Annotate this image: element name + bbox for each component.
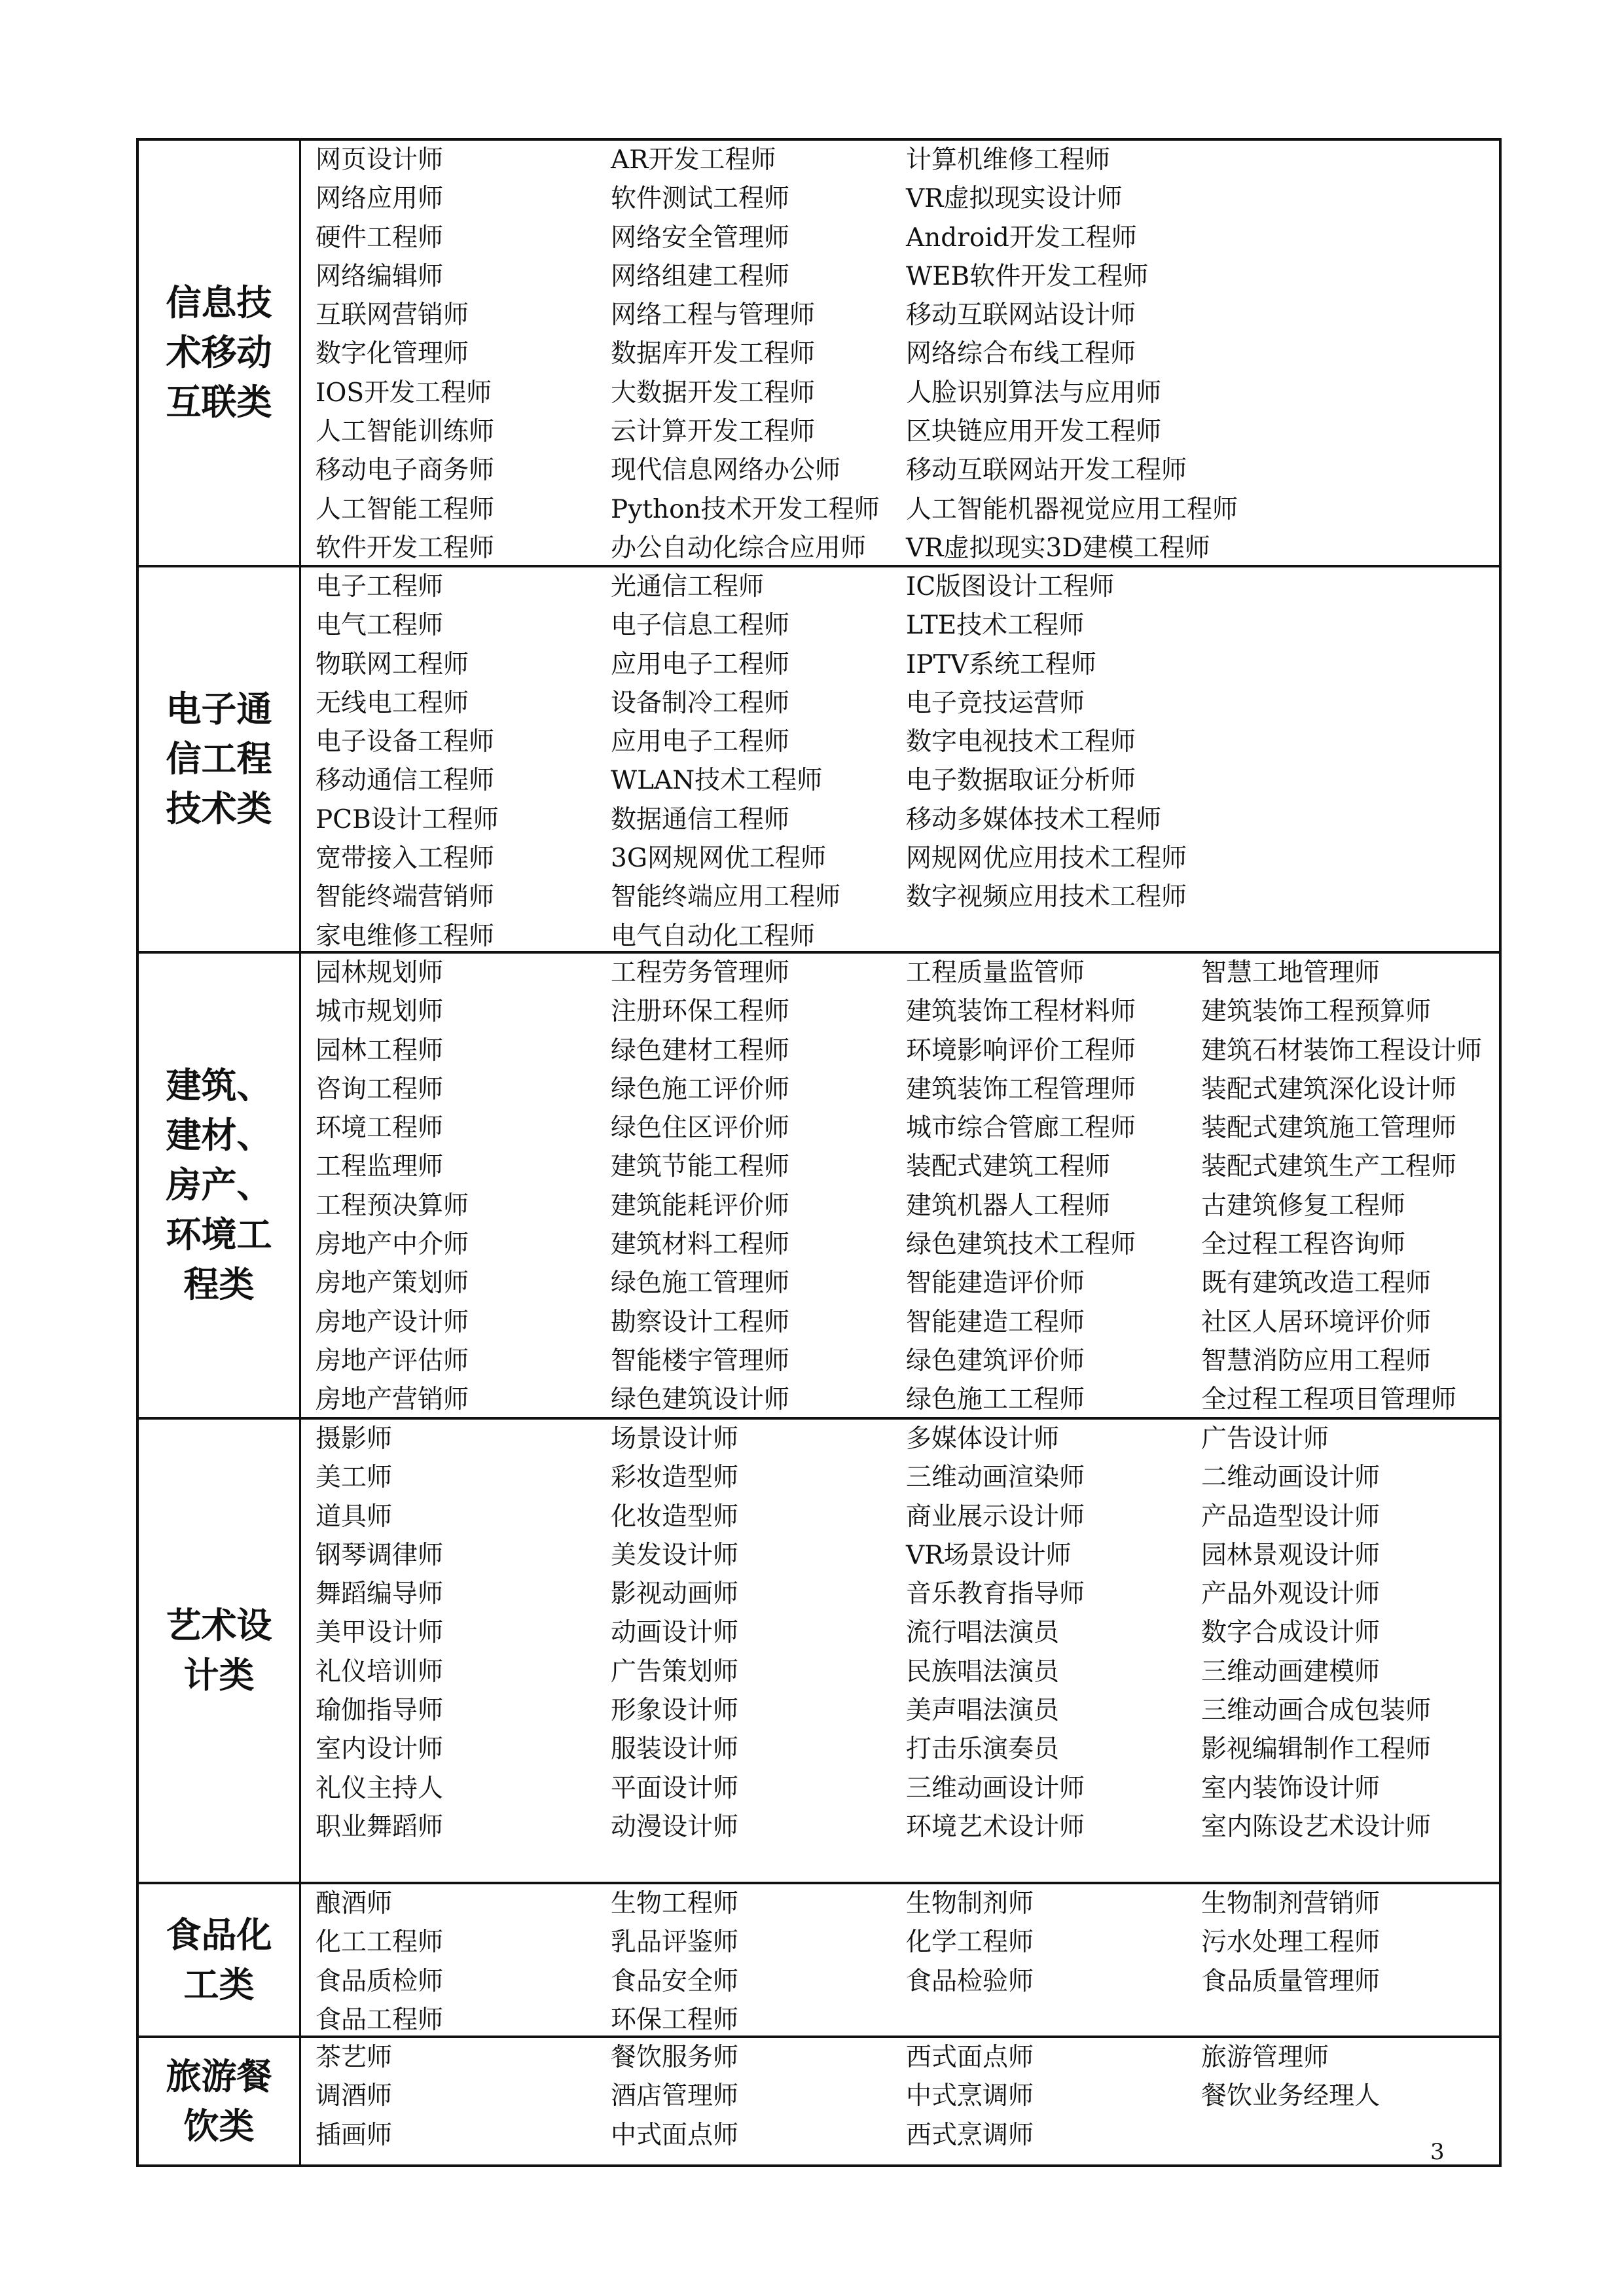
profession-item: 生物制剂营销师 [1201, 1889, 1380, 1918]
profession-item: 环保工程师 [611, 2005, 739, 2035]
profession-item: 电子数据取证分析师 [906, 766, 1136, 796]
profession-item: 软件测试工程师 [611, 184, 790, 214]
profession-item: 移动电子商务师 [316, 456, 495, 486]
profession-item: 智能终端应用工程师 [611, 882, 841, 912]
profession-column [1201, 567, 1496, 951]
profession-columns [301, 567, 1499, 951]
profession-item: 中式面点师 [611, 2120, 739, 2150]
profession-item: 影视动画师 [611, 1579, 739, 1609]
profession-column [316, 1420, 611, 1882]
profession-item: 网络工程与管理师 [611, 300, 816, 331]
profession-item: 工程监理师 [316, 1152, 444, 1182]
profession-item: 智能终端营销师 [316, 882, 495, 912]
profession-item: 既有建筑改造工程师 [1201, 1268, 1432, 1299]
profession-item: 商业展示设计师 [906, 1501, 1085, 1532]
profession-table [136, 138, 1502, 2167]
profession-item: 动画设计师 [611, 1618, 739, 1648]
profession-column [1201, 141, 1496, 565]
profession-item: 道具师 [316, 1501, 393, 1532]
profession-item: 建筑节能工程师 [611, 1152, 790, 1182]
profession-item: 电子信息工程师 [611, 611, 790, 641]
profession-item: Python技术开发工程师 [611, 494, 880, 524]
profession-column [611, 1884, 906, 2036]
profession-item: 宽带接入工程师 [316, 844, 495, 874]
profession-column [316, 567, 611, 951]
profession-columns [301, 1884, 1499, 2036]
profession-item: 食品质量管理师 [1201, 1966, 1380, 1996]
profession-column [316, 2038, 611, 2164]
profession-item: 环境艺术设计师 [906, 1812, 1085, 1842]
profession-item: 应用电子工程师 [611, 649, 790, 679]
profession-column [906, 567, 1201, 951]
profession-item: 建筑装饰工程管理师 [906, 1074, 1136, 1104]
profession-item: 食品安全师 [611, 1966, 739, 1996]
category-cell [139, 141, 301, 565]
profession-item: 人工智能训练师 [316, 417, 495, 447]
profession-item: 影视编辑制作工程师 [1201, 1734, 1432, 1765]
profession-item: 建筑石材装饰工程设计师 [1201, 1035, 1483, 1066]
profession-item: VR虚拟现实3D建模工程师 [906, 533, 1210, 563]
profession-item: 古建筑修复工程师 [1201, 1191, 1406, 1221]
profession-item: 绿色施工管理师 [611, 1268, 790, 1299]
profession-item: 绿色建筑技术工程师 [906, 1230, 1136, 1260]
page-number: 3 [1430, 2139, 1445, 2165]
profession-item: 摄影师 [316, 1424, 393, 1454]
profession-item: 动漫设计师 [611, 1812, 739, 1842]
profession-item: 应用电子工程师 [611, 727, 790, 757]
profession-item: 化工工程师 [316, 1928, 444, 1958]
profession-item: 绿色建筑评价师 [906, 1346, 1085, 1376]
profession-item: 餐饮业务经理人 [1201, 2081, 1380, 2111]
profession-item: LTE技术工程师 [906, 611, 1085, 641]
profession-column [906, 1420, 1201, 1882]
profession-item: 电气工程师 [316, 611, 444, 641]
profession-item: 建筑装饰工程材料师 [906, 997, 1136, 1027]
category-label: 食品化工类 [166, 1914, 272, 2005]
profession-item: 污水处理工程师 [1201, 1928, 1380, 1958]
profession-item: 房地产策划师 [316, 1268, 469, 1299]
profession-item: 房地产评估师 [316, 1346, 469, 1376]
profession-item: 餐饮服务师 [611, 2043, 739, 2072]
profession-item: 智能建造工程师 [906, 1307, 1085, 1337]
profession-item: 电子工程师 [316, 572, 444, 601]
profession-item: WLAN技术工程师 [611, 766, 823, 796]
profession-item: 绿色建材工程师 [611, 1035, 790, 1066]
category-section [139, 1884, 1499, 2038]
profession-item: 茶艺师 [316, 2043, 393, 2072]
profession-column [316, 1884, 611, 2036]
profession-item: 绿色施工评价师 [611, 1074, 790, 1104]
profession-item: 钢琴调律师 [316, 1540, 444, 1570]
profession-item: 建筑能耗评价师 [611, 1191, 790, 1221]
profession-item: 园林工程师 [316, 1035, 444, 1066]
profession-item: 建筑材料工程师 [611, 1230, 790, 1260]
profession-item: IOS开发工程师 [316, 378, 492, 408]
profession-item: 多媒体设计师 [906, 1424, 1060, 1454]
profession-item: WEB软件开发工程师 [906, 261, 1149, 291]
category-cell [139, 1420, 301, 1882]
profession-item: 网规网优应用技术工程师 [906, 844, 1187, 874]
profession-item: 三维动画渲染师 [906, 1463, 1085, 1493]
profession-item: 美发设计师 [611, 1540, 739, 1570]
profession-item: 全过程工程咨询师 [1201, 1230, 1406, 1260]
profession-item: 礼仪主持人 [316, 1773, 444, 1803]
category-section [139, 1420, 1499, 1884]
profession-item: 区块链应用开发工程师 [906, 417, 1162, 447]
profession-item: 计算机维修工程师 [906, 145, 1111, 175]
profession-item: 平面设计师 [611, 1773, 739, 1803]
profession-item: 网络应用师 [316, 184, 444, 214]
profession-item: 礼仪培训师 [316, 1657, 444, 1687]
category-cell [139, 567, 301, 951]
profession-columns [301, 1420, 1499, 1882]
profession-item: 工程劳务管理师 [611, 958, 790, 988]
profession-item: 乳品评鉴师 [611, 1928, 739, 1958]
profession-column [611, 1420, 906, 1882]
profession-item: 软件开发工程师 [316, 533, 495, 563]
profession-item: 家电维修工程师 [316, 921, 495, 951]
profession-item: 人工智能机器视觉应用工程师 [906, 494, 1238, 524]
profession-column [611, 954, 906, 1417]
category-label: 旅游餐饮类 [166, 2055, 272, 2147]
profession-item: 网络组建工程师 [611, 261, 790, 291]
profession-item: 勘察设计工程师 [611, 1307, 790, 1337]
profession-columns [301, 141, 1499, 565]
profession-item: 全过程工程项目管理师 [1201, 1385, 1457, 1415]
profession-item: 形象设计师 [611, 1696, 739, 1726]
profession-item: 产品造型设计师 [1201, 1501, 1380, 1532]
profession-item: 无线电工程师 [316, 688, 469, 718]
profession-item: 云计算开发工程师 [611, 417, 816, 447]
profession-columns [301, 2038, 1499, 2164]
profession-item: AR开发工程师 [611, 145, 776, 175]
profession-item: 园林景观设计师 [1201, 1540, 1380, 1570]
category-section [139, 567, 1499, 954]
profession-item: 绿色建筑设计师 [611, 1385, 790, 1415]
profession-item: 装配式建筑深化设计师 [1201, 1074, 1457, 1104]
profession-item: 西式面点师 [906, 2043, 1034, 2072]
profession-item: 装配式建筑生产工程师 [1201, 1152, 1457, 1182]
profession-item: 智慧工地管理师 [1201, 958, 1380, 988]
profession-item: 电子设备工程师 [316, 727, 495, 757]
profession-item: 绿色施工工程师 [906, 1385, 1085, 1415]
profession-item: 人脸识别算法与应用师 [906, 378, 1162, 408]
profession-item: 美工师 [316, 1463, 393, 1493]
profession-item: 光通信工程师 [611, 572, 765, 601]
profession-item: 办公自动化综合应用师 [611, 533, 867, 563]
profession-item: 生物制剂师 [906, 1889, 1034, 1918]
profession-column [906, 954, 1201, 1417]
profession-item: 流行唱法演员 [906, 1618, 1060, 1648]
profession-column [1201, 954, 1496, 1417]
profession-item: 数字合成设计师 [1201, 1618, 1380, 1648]
profession-item: 室内设计师 [316, 1734, 444, 1765]
profession-item: 数据库开发工程师 [611, 339, 816, 369]
profession-item: 房地产营销师 [316, 1385, 469, 1415]
category-label: 建筑、建材、房产、环境工程类 [166, 1065, 272, 1305]
profession-item: 室内陈设艺术设计师 [1201, 1812, 1432, 1842]
profession-item: 网络综合布线工程师 [906, 339, 1136, 369]
profession-item: 彩妆造型师 [611, 1463, 739, 1493]
profession-item: 广告策划师 [611, 1657, 739, 1687]
profession-item: 咨询工程师 [316, 1074, 444, 1104]
profession-item: 移动互联网站设计师 [906, 300, 1136, 331]
profession-item: 移动互联网站开发工程师 [906, 456, 1187, 486]
profession-item: 数字视频应用技术工程师 [906, 882, 1187, 912]
profession-item: 广告设计师 [1201, 1424, 1329, 1454]
category-section [139, 141, 1499, 567]
profession-item: 网页设计师 [316, 145, 444, 175]
profession-item: 瑜伽指导师 [316, 1696, 444, 1726]
profession-item: 电子竞技运营师 [906, 688, 1085, 718]
profession-column [906, 1884, 1201, 2036]
profession-item: 移动通信工程师 [316, 766, 495, 796]
profession-item: 互联网营销师 [316, 300, 469, 331]
category-label: 艺术设计类 [166, 1605, 272, 1696]
profession-item: 电气自动化工程师 [611, 921, 816, 951]
profession-item: 民族唱法演员 [906, 1657, 1060, 1687]
profession-item: 城市综合管廊工程师 [906, 1113, 1136, 1143]
category-label: 电子通信工程技术类 [166, 689, 272, 829]
profession-column [1201, 1420, 1496, 1882]
profession-column [316, 141, 611, 565]
profession-item: 社区人居环境评价师 [1201, 1307, 1432, 1337]
profession-item: IC版图设计工程师 [906, 572, 1115, 601]
profession-item: 工程质量监管师 [906, 958, 1085, 988]
profession-column [611, 567, 906, 951]
profession-item: 数字电视技术工程师 [906, 727, 1136, 757]
profession-item: 物联网工程师 [316, 649, 469, 679]
profession-item: 三维动画合成包装师 [1201, 1696, 1432, 1726]
profession-item: 西式烹调师 [906, 2120, 1034, 2150]
profession-item: 化学工程师 [906, 1928, 1034, 1958]
profession-item: 音乐教育指导师 [906, 1579, 1085, 1609]
profession-item: 网络编辑师 [316, 261, 444, 291]
category-section [139, 2038, 1499, 2167]
profession-item: Android开发工程师 [906, 223, 1137, 253]
profession-item: 工程预决算师 [316, 1191, 469, 1221]
profession-item: VR虚拟现实设计师 [906, 184, 1123, 214]
profession-column [906, 2038, 1201, 2164]
profession-item: 美甲设计师 [316, 1618, 444, 1648]
profession-column [611, 141, 906, 565]
profession-column [1201, 2038, 1496, 2164]
profession-item: 酿酒师 [316, 1889, 393, 1918]
category-cell [139, 2038, 301, 2164]
profession-item: VR场景设计师 [906, 1540, 1072, 1570]
profession-item: 酒店管理师 [611, 2081, 739, 2111]
profession-item: PCB设计工程师 [316, 804, 499, 834]
profession-item: 数字化管理师 [316, 339, 469, 369]
profession-item: 建筑机器人工程师 [906, 1191, 1111, 1221]
category-label: 信息技术移动互联类 [166, 282, 272, 423]
profession-item: 现代信息网络办公师 [611, 456, 841, 486]
profession-item: 城市规划师 [316, 997, 444, 1027]
profession-item: IPTV系统工程师 [906, 649, 1096, 679]
profession-item: 注册环保工程师 [611, 997, 790, 1027]
profession-item: 环境工程师 [316, 1113, 444, 1143]
profession-item: 化妆造型师 [611, 1501, 739, 1532]
profession-item: 食品工程师 [316, 2005, 444, 2035]
profession-item: 插画师 [316, 2120, 393, 2150]
profession-columns [301, 954, 1499, 1417]
profession-item: 绿色住区评价师 [611, 1113, 790, 1143]
profession-item: 三维动画建模师 [1201, 1657, 1380, 1687]
category-cell [139, 1884, 301, 2036]
profession-item: 三维动画设计师 [906, 1773, 1085, 1803]
profession-item: 中式烹调师 [906, 2081, 1034, 2111]
profession-item: 硬件工程师 [316, 223, 444, 253]
profession-item: 美声唱法演员 [906, 1696, 1060, 1726]
profession-item: 移动多媒体技术工程师 [906, 804, 1162, 834]
profession-column [1201, 1884, 1496, 2036]
profession-item: 食品检验师 [906, 1966, 1034, 1996]
profession-item: 打击乐演奏员 [906, 1734, 1060, 1765]
profession-item: 环境影响评价工程师 [906, 1035, 1136, 1066]
profession-column [611, 2038, 906, 2164]
profession-item: 园林规划师 [316, 958, 444, 988]
profession-item: 室内装饰设计师 [1201, 1773, 1380, 1803]
profession-item: 房地产设计师 [316, 1307, 469, 1337]
profession-item: 服装设计师 [611, 1734, 739, 1765]
profession-item: 调酒师 [316, 2081, 393, 2111]
profession-item: 房地产中介师 [316, 1230, 469, 1260]
profession-item: 装配式建筑工程师 [906, 1152, 1111, 1182]
profession-item: 人工智能工程师 [316, 494, 495, 524]
profession-item: 数据通信工程师 [611, 804, 790, 834]
profession-item: 产品外观设计师 [1201, 1579, 1380, 1609]
profession-column [906, 141, 1238, 565]
profession-item: 食品质检师 [316, 1966, 444, 1996]
profession-item: 职业舞蹈师 [316, 1812, 444, 1842]
profession-item: 建筑装饰工程预算师 [1201, 997, 1432, 1027]
profession-item: 舞蹈编导师 [316, 1579, 444, 1609]
category-section [139, 954, 1499, 1420]
profession-item: 生物工程师 [611, 1889, 739, 1918]
profession-item: 装配式建筑施工管理师 [1201, 1113, 1457, 1143]
profession-column [316, 954, 611, 1417]
category-cell [139, 954, 301, 1417]
profession-item: 智慧消防应用工程师 [1201, 1346, 1432, 1376]
profession-item: 网络安全管理师 [611, 223, 790, 253]
profession-item: 3G网规网优工程师 [611, 844, 826, 874]
profession-item: 二维动画设计师 [1201, 1463, 1380, 1493]
profession-item: 智能建造评价师 [906, 1268, 1085, 1299]
profession-item: 设备制冷工程师 [611, 688, 790, 718]
profession-item: 旅游管理师 [1201, 2043, 1329, 2072]
profession-item: 大数据开发工程师 [611, 378, 816, 408]
profession-item: 智能楼宇管理师 [611, 1346, 790, 1376]
profession-item: 场景设计师 [611, 1424, 739, 1454]
